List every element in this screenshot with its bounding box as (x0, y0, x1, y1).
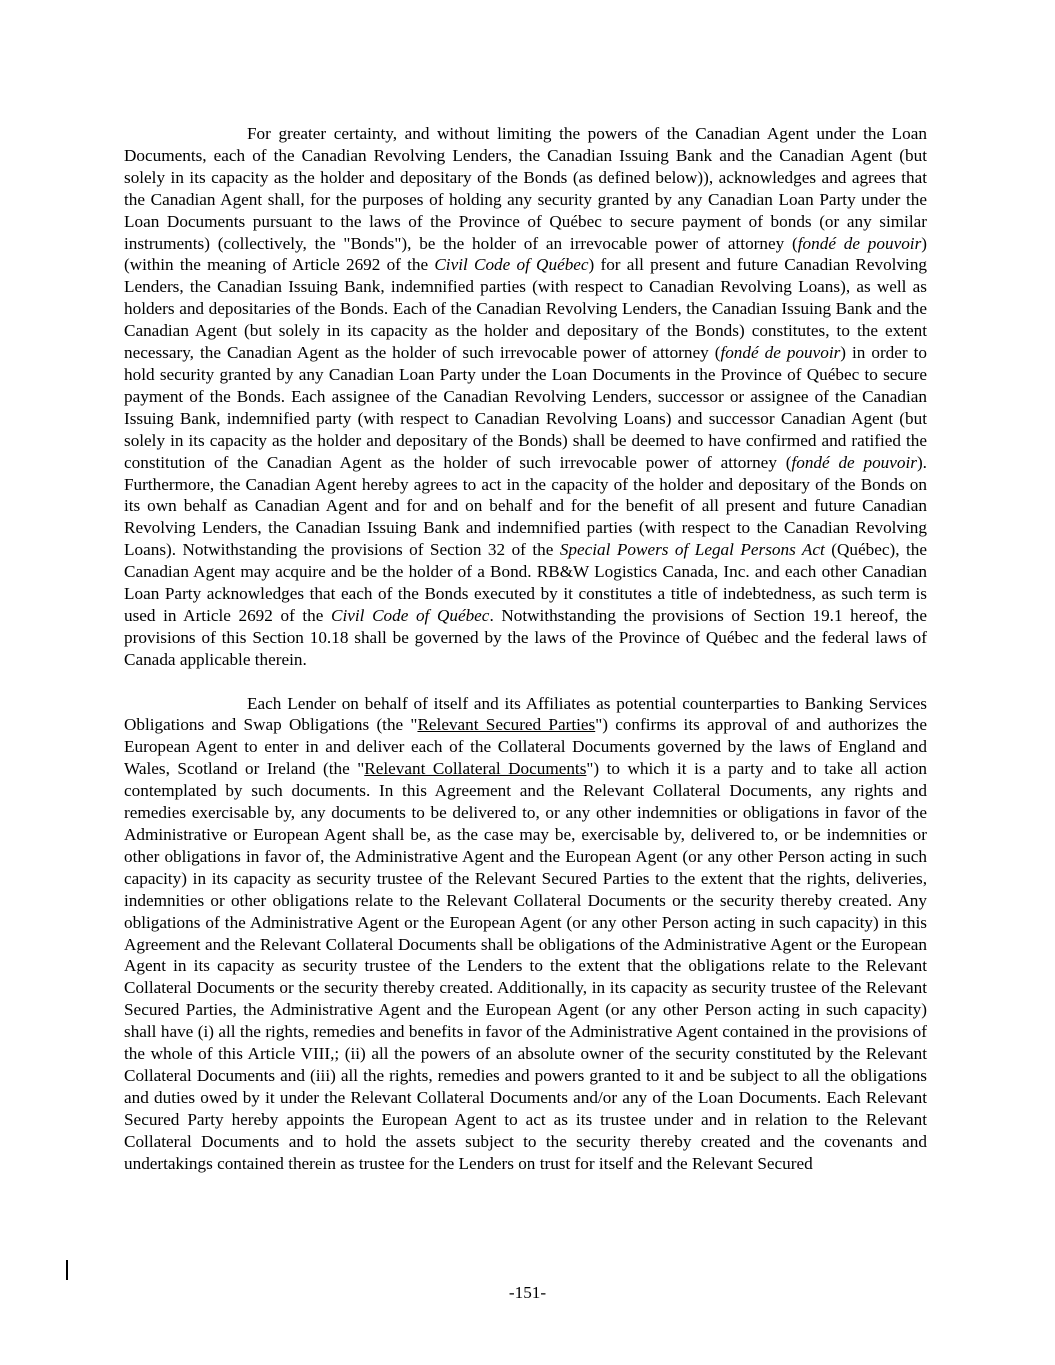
p2-text-3: ") to which it is a party and to take all action contemplated by such documents. In this Agreement and the Relevant Collateral Documents, any rights and remedies exercisable by, any documents to be delivered to, or any other indemnities or obligations in favor of the Administrative or European Agent shall be, as the case may be, exercisable by, delivered to, or be indemnities or other obligations in favor of, the Administrative Agent and the European Agent (or any other Person acting in such capacity) in its capacity as security trustee of the Relevant Secured Parties to the extent that the rights, deliveries, indemnities or other obligations relate to the Relevant Collateral Documents or the security thereby created. Any obligations of the Administrative Agent or the European Agent (or any other Person acting in such capacity) in this Agreement and the Relevant Collateral Documents shall be obligations of the Administrative Agent or the European Agent in its capacity as security trustee of the Lenders to the extent that the obligations relate to the Relevant Collateral Documents or the security thereby created. Additionally, in its capacity as security trustee of the Relevant Secured Parties, the Administrative Agent and the European Agent (or any other Person acting in such capacity) shall have (i) all the rights, remedies and benefits in favor of the Administrative Agent contained in the provisions of the whole of this Article VIII,; (ii) all the powers of an absolute owner of the security constituted by the Relevant Collateral Documents and (iii) all the rights, remedies and powers granted to it and be subject to all the obligations and duties owed by it under the Relevant Collateral Documents and/or any of the Loan Documents. Each Relevant Secured Party hereby appoints the European Agent to act as its trustee under and in relation to the Relevant Collateral Documents and to hold the assets subject to the security thereby created and the covenants and undertakings contained therein as trustee for the Lenders on trust for itself and the Relevant Secured (124, 759, 928, 1173)
revision-change-bar (66, 1260, 68, 1280)
p2-defined-term-relevant-secured-parties: Relevant Secured Parties (417, 715, 596, 735)
p1-text-1: For greater certainty, and without limiting the powers of the Canadian Agent under the Loan Documents, each of the Canadian Revolving Lenders, the Canadian Issuing Bank and the Canadian Agent (but solely in its capacity as the holder and depositary of the Bonds (as defined below)), acknowledges and agrees that the Canadian Agent shall, for the purposes of holding any security granted by any Canadian Loan Party under the Loan Documents pursuant to the laws of the Province of Québec to secure payment of bonds (or any similar instruments) (collectively, the "Bonds"), be the holder of an irrevocable power of attorney ( (124, 124, 927, 253)
paragraph-relevant-secured-parties (124, 693, 927, 1175)
p1-text-6: (Québec), the Canadian Agent may acquire and be the holder of a Bond. RB&W Logistics Canada, Inc. and each other Canadian Loan Party acknowledges that each of the Bonds executed by it constitutes a title of indebtedness, as such term is used in Article 2692 of the (124, 540, 927, 625)
p2-defined-term-relevant-collateral-documents: Relevant Collateral Documents (364, 759, 587, 779)
p1-text-3: ) for all present and future Canadian Revolving Lenders, the Canadian Issuing Bank, indemnified parties (with respect to Canadian Revolving Loans), as well as holders and depositaries of the Bonds. Each of the Canadian Revolving Lenders, the Canadian Issuing Bank and the Canadian Agent (but solely in its capacity as the holder and depositary of the Bonds) constitutes, to the extent necessary, the Canadian Agent as the holder of such irrevocable power of attorney ( (124, 255, 928, 363)
p1-italic-civil-code-2: Civil Code of Québec (331, 605, 490, 625)
p1-italic-fonde-2: fondé de pouvoir (720, 343, 841, 363)
p1-italic-special-powers-act: Special Powers of Legal Persons Act (559, 540, 825, 560)
p2-text-1: Each Lender on behalf of itself and its Affiliates as potential counterparties to Banking Services Obligations and Swap Obligations (the " (124, 693, 927, 735)
document-body (124, 123, 927, 1174)
p2-text-2: ") confirms its approval of and authorizes the European Agent to enter in and deliver each of the Collateral Documents governed by the laws of England and Wales, Scotland or Ireland (the " (124, 715, 927, 779)
p1-italic-fonde-1: fondé de pouvoir (797, 233, 922, 253)
p1-text-7: . Notwithstanding the provisions of Section 19.1 hereof, the provisions of this Section 10.18 shall be governed by the laws of the Province of Québec and the federal laws of Canada applicable therein. (124, 605, 927, 669)
p1-italic-fonde-3: fondé de pouvoir (791, 452, 917, 472)
paragraph-quebec-bonds (124, 123, 927, 671)
p1-italic-civil-code-1: Civil Code of Québec (434, 255, 589, 275)
page-number: -151- (508, 1283, 547, 1302)
p1-text-4: ) in order to hold security granted by any Canadian Loan Party under the Loan Documents in the Province of Québec to secure payment of the Bonds. Each assignee of the Canadian Revolving Lenders, successor or assignee of the Canadian Issuing Bank, indemnified party (with respect to Canadian Revolving Loans) and successor Canadian Agent (but solely in its capacity as the holder and depositary of the Bonds) shall be deemed to have confirmed and ratified the constitution of the Canadian Agent as the holder of such irrevocable power of attorney ( (124, 343, 927, 472)
p1-text-5: ). Furthermore, the Canadian Agent hereby agrees to act in the capacity of the holder and depositary of the Bonds on its own behalf as Canadian Agent and for and on behalf and for the benefit of all present and future Canadian Revolving Lenders, the Canadian Issuing Bank and indemnified parties (with respect to the Canadian Revolving Loans). Notwithstanding the provisions of Section 32 of the (124, 452, 927, 560)
p1-text-2: ) (within the meaning of Article 2692 of the (124, 233, 927, 275)
